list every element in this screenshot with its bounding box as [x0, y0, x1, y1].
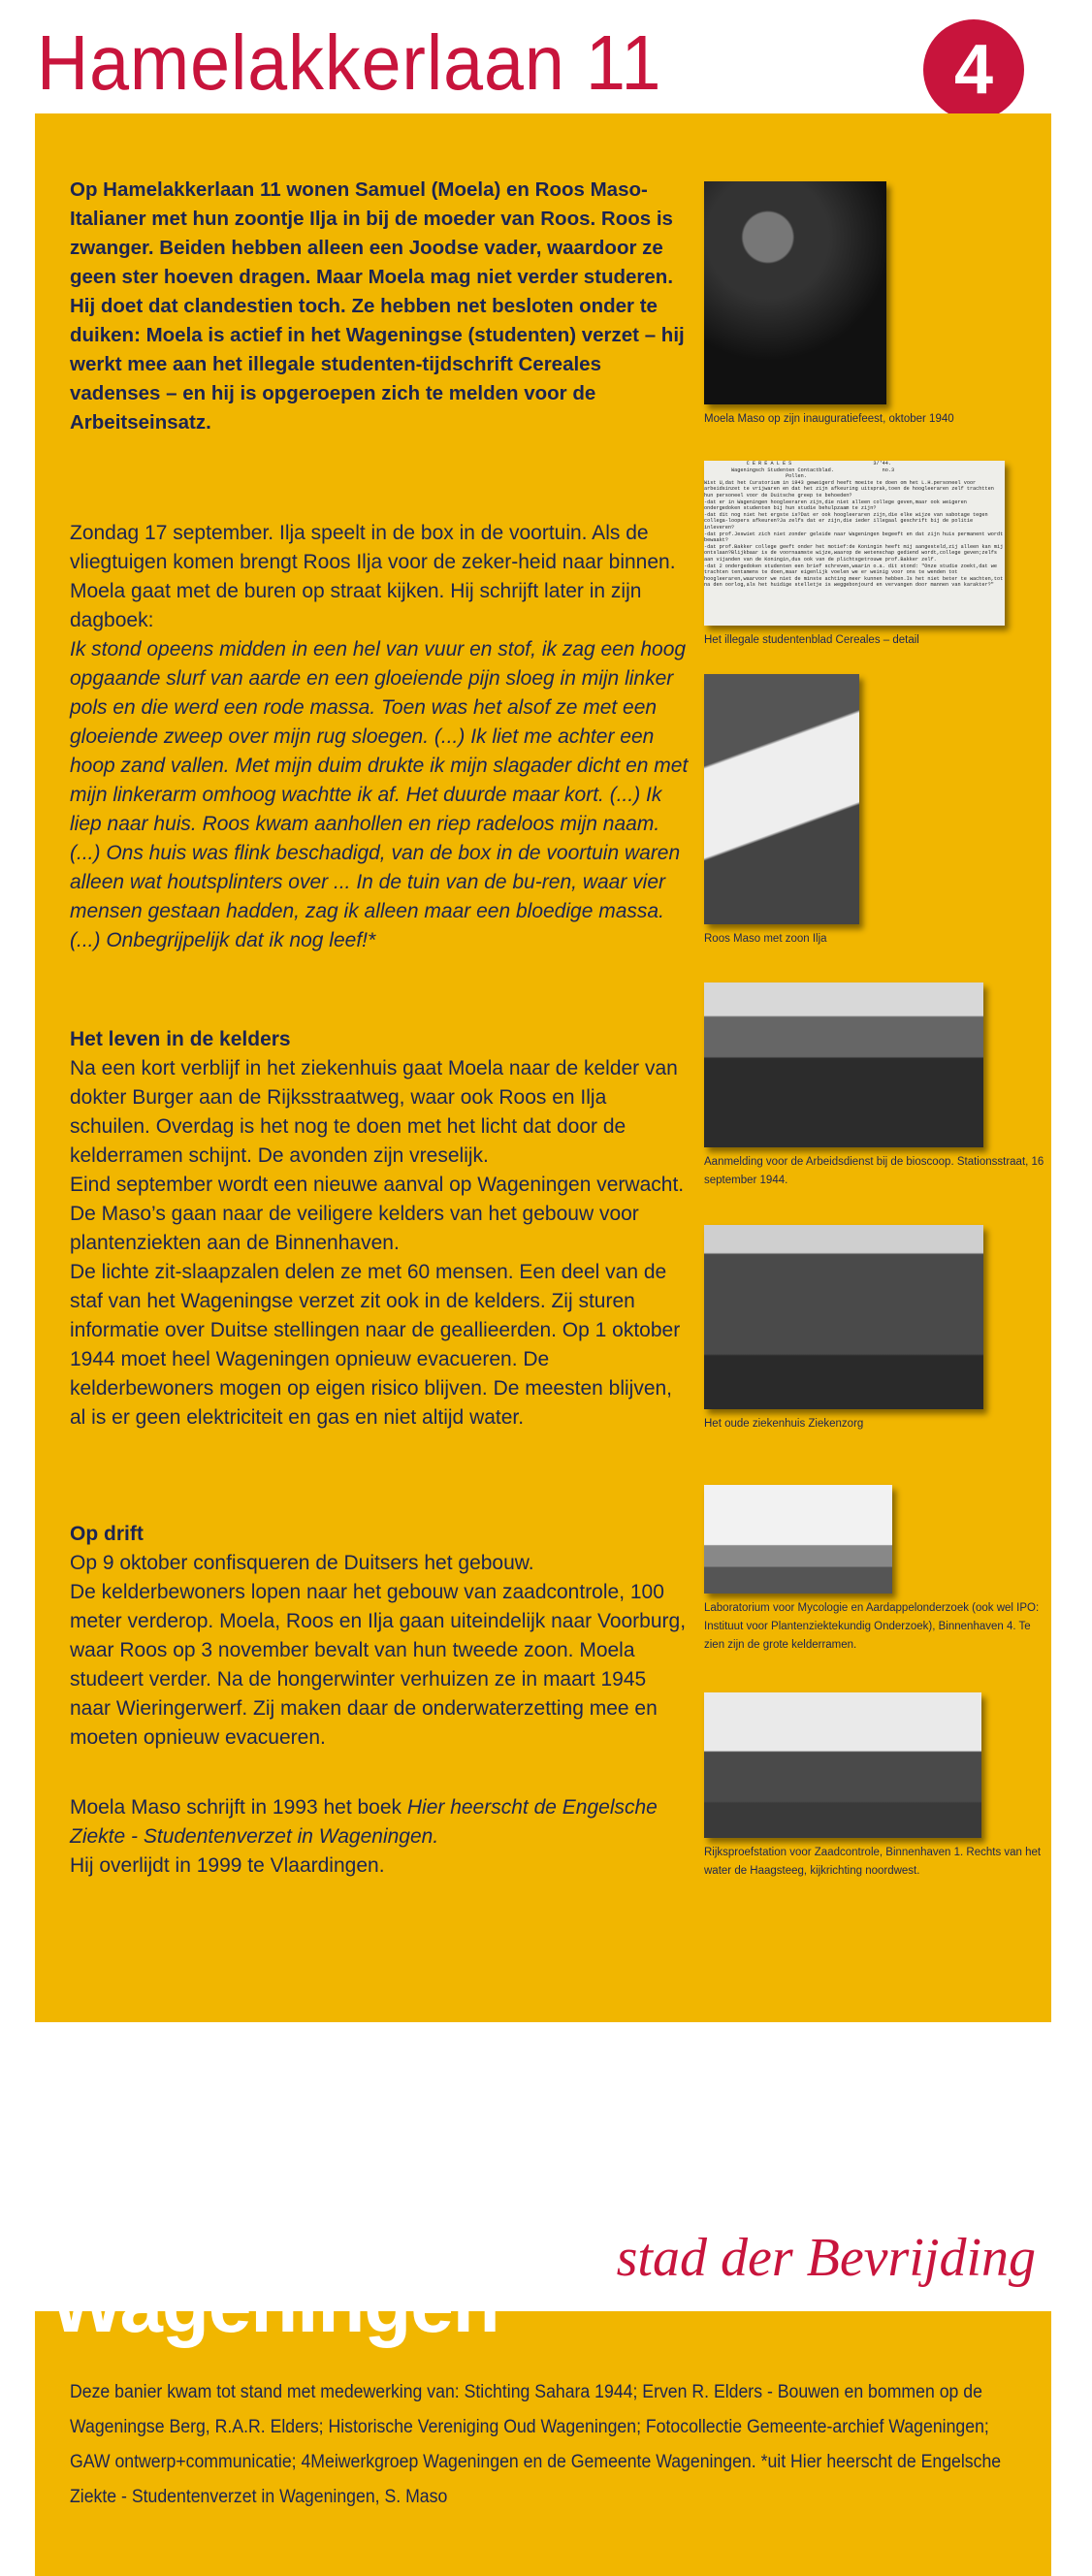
book-suffix: Hij overlijdt in 1999 te Vlaardingen. — [70, 1854, 385, 1877]
section-paragraph: De lichte zit-slaapzalen delen ze met 60 mensen. Een deel van de staf van het Wageningse verzet zit ook in de kelders. Zij sturen informatie over Duitse stellingen naar de geallieerden. Op 1 oktober 1944 moet heel Wageningen opnieuw evacueren. De kelderbewoners mogen op eigen risico blijven. De meesten blijven, al is er geen elektriciteit en gas en niet altijd water. — [70, 1261, 681, 1429]
diary-quote: Ik stond opeens midden in een hel van vuur en stof, ik zag een hoog opgaande slurf van aarde en een gloeiende pijn sloeg in mijn linker pols en die werd een rode massa. Toen was het alsof ze met een gloeiende zweep over mijn rug sloegen. (...) Ik liet me achter een hoop zand vallen. Met mijn duim drukte ik mijn slagader dicht en met mijn linkerarm omhoog wachtte ik af. Het duurde maar kort. (...) Ik liep naar huis. Roos kwam aanhollen en riep radeloos mijn naam. (...) Ons huis was flink beschadigd, van de box in de voortuin waren alleen wat houtsplinters over ... In de tuin van de bu-ren, waar vier mensen gestaan hadden, zag ik alleen maar een bloedige massa. (...) Onbegrijpelijk dat ik nog leef!* — [70, 638, 689, 951]
section-paragraph: Op 9 oktober confisqueren de Duitsers het gebouw. — [70, 1552, 534, 1574]
photo-old-hospital — [704, 1225, 983, 1409]
page-title: Hamelakkerlaan 11 — [37, 19, 662, 106]
wageningen-wordmark — [50, 2261, 499, 2348]
photo-roos-with-ilja — [704, 674, 859, 924]
section-heading: Het leven in de kelders — [70, 1028, 291, 1050]
section-paragraph: Na een kort verblijf in het ziekenhuis gaat Moela naar de kelder van dokter Burger aan de Rijksstraatweg, waar ook Roos en Ilja schuilen. Overdag is het nog te doen met het licht dat door de kelderramen schijnt. De avonden zijn vreselijk. — [70, 1057, 678, 1167]
intro-paragraph: Op Hamelakkerlaan 11 wonen Samuel (Moela) en Roos Maso-Italianer met hun zoontje Ilja in bij de moeder van Roos. Roos is zwanger. Beiden hebben alleen een Joodse vader, waardoor ze geen ster hoeven dragen. Maar Moela mag niet verder studeren. Hij doet dat clandestien toch. Ze hebben net besloten onder te duiken: Moela is actief in het Wageningse (studenten) verzet – hij werkt mee aan het illegale studenten-tijdschrift Cereales vadenses – en hij is opgeroepen zich te melden voor de Arbeitseinsatz. — [70, 178, 685, 434]
wordmark-text: Wageningen — [50, 2262, 499, 2348]
figure-caption: Roos Maso met zoon Ilja — [704, 933, 827, 945]
book-prefix: Moela Maso schrijft in 1993 het boek — [70, 1796, 407, 1819]
figure-caption: Aanmelding voor de Arbeidsdienst bij de bioscoop. Stationsstraat, 16 september 1944. — [704, 1156, 1044, 1186]
figure-caption: Het oude ziekenhuis Ziekenzorg — [704, 1418, 864, 1430]
section-heading: Op drift — [70, 1523, 144, 1545]
book-title: Hier heerscht de Engelsche Ziekte - Studentenverzet in Wageningen. — [70, 1796, 658, 1848]
location-number-badge: 4 — [923, 19, 1024, 120]
photo-moela-maso — [704, 181, 886, 404]
figure-caption: Rijksproefstation voor Zaadcontrole, Binnenhaven 1. Rechts van het water de Haagsteeg, kijkrichting noordwest. — [704, 1847, 1042, 1877]
section-drift — [70, 1520, 691, 1753]
story-text: Zondag 17 september. Ilja speelt in de box in de voortuin. Als de vliegtuigen komen brengt Roos Ilja voor de zeker-heid naar binnen. Moela gaat met de buren op straat kijken. Hij schrijft later in zijn dagboek: — [70, 522, 676, 631]
content-panel — [35, 113, 1051, 2022]
photo-crowd-stationsstraat — [704, 982, 983, 1147]
photo-rijksproefstation — [704, 1692, 981, 1838]
figure-caption: Het illegale studentenblad Cereales – detail — [704, 634, 919, 646]
story-paragraph — [70, 519, 691, 955]
tagline-logo: stad der Bevrijding — [616, 2228, 1036, 2288]
section-paragraph: Eind september wordt een nieuwe aanval op Wageningen verwacht. De Maso’s gaan naar de veiligere kelders van het gebouw voor plantenziekten aan de Binnenhaven. — [70, 1174, 685, 1254]
footer-panel — [35, 2262, 1051, 2576]
figure-caption: Laboratorium voor Mycologie en Aardappelonderzoek (ook wel IPO: Instituut voor Plantenziektekundig Onderzoek), Binnenhaven 4. Te zien zijn de grote kelderramen. — [704, 1602, 1040, 1651]
figure-caption: Moela Maso op zijn inauguratiefeest, oktober 1940 — [704, 413, 954, 425]
credits-text: Deze banier kwam tot stand met medewerking van: Stichting Sahara 1944; Erven R. Elders - Bouwen en bommen op de Wageningse Berg, R.A.R. Elders; Historische Vereniging Oud Wageningen; Fotocollectie Gemeente-archief Wageningen; GAW ontwerp+communicatie; 4Meiwerkgroep Wageningen en de Gemeente Wageningen. *uit Hier heerscht de Engelsche Ziekte - Studentenverzet in Wageningen, S. Maso — [70, 2382, 1002, 2507]
photo-cereales-document: C E R E A L E S 3/'44. Wageningsch Studenten Contactblad. no.3 Pollen. Wist U,dat het Curatorium in 1943 geweigerd heeft moeite te doen om het L.H.personeel voor arbeidsinzet te vrijwaren en dat het zijn afkeuring uitsprak,toen de hoogleeraren zelf trachtten hun personeel voor de Duitsche greep te behoeden? -dat er in Wageningen hoogleeraren zijn,die niet alleen college geven,maar ook weigeren ondergedoken studenten bij hun studie behulpzaam te zijn? -dat dit nog niet het ergste is?Dat er ook hoogleeraren zijn,die elke wijze van sabotage tegen collega-loopers afkeuren?Ja zelfs dat er zijn,die ieder illegaal geschrift bij de politie inleveren? -dat prof.Jeswiet zich niet zonder geleide naar Wageningen begeeft en dat zijn huis permanent wordt bewaakt? -dat prof.Bakker college geeft onder het motief:de Koningin heeft mij aangesteld,zij alleen kan mij ontslaan?Blijkbaar is de voornaamste wijze,waarop de wetenschap gediend wordt,college geven;zelfs aan vijanden van de Koningin,dus ook van de plichtsgetrouwe prof.Bakker zelf. -dat 2 ondergedoken studenten een brief schreven,waarin o.a. dit stond: "Onze studie zoekt,dat we trachten tentamens te doen,maar eigenlijk voelen we er weinig voor ons te wenden tot hoogleeraren,waarvoor we niet de minste achting meer kunnen hebben.Is het niet beter te wachten,tot na den oorlog,als het huidige stelletje is weggebonjourd en vervangen door mannen van karakter?" — [704, 461, 1005, 626]
book-paragraph — [70, 1793, 691, 1881]
section-paragraph: De kelderbewoners lopen naar het gebouw van zaadcontrole, 100 meter verderop. Moela, Roos en Ilja gaan uiteindelijk naar Voorburg, waar Roos op 3 november bevalt van hun tweede zoon. Moela studeert verder. Na de hongerwinter verhuizen ze in maart 1945 naar Wieringerwerf. Zij maken daar de onderwaterzetting mee en moeten opnieuw evacueren. — [70, 1581, 687, 1749]
section-kelders — [70, 1025, 691, 1433]
photo-laboratory-building — [704, 1485, 892, 1594]
